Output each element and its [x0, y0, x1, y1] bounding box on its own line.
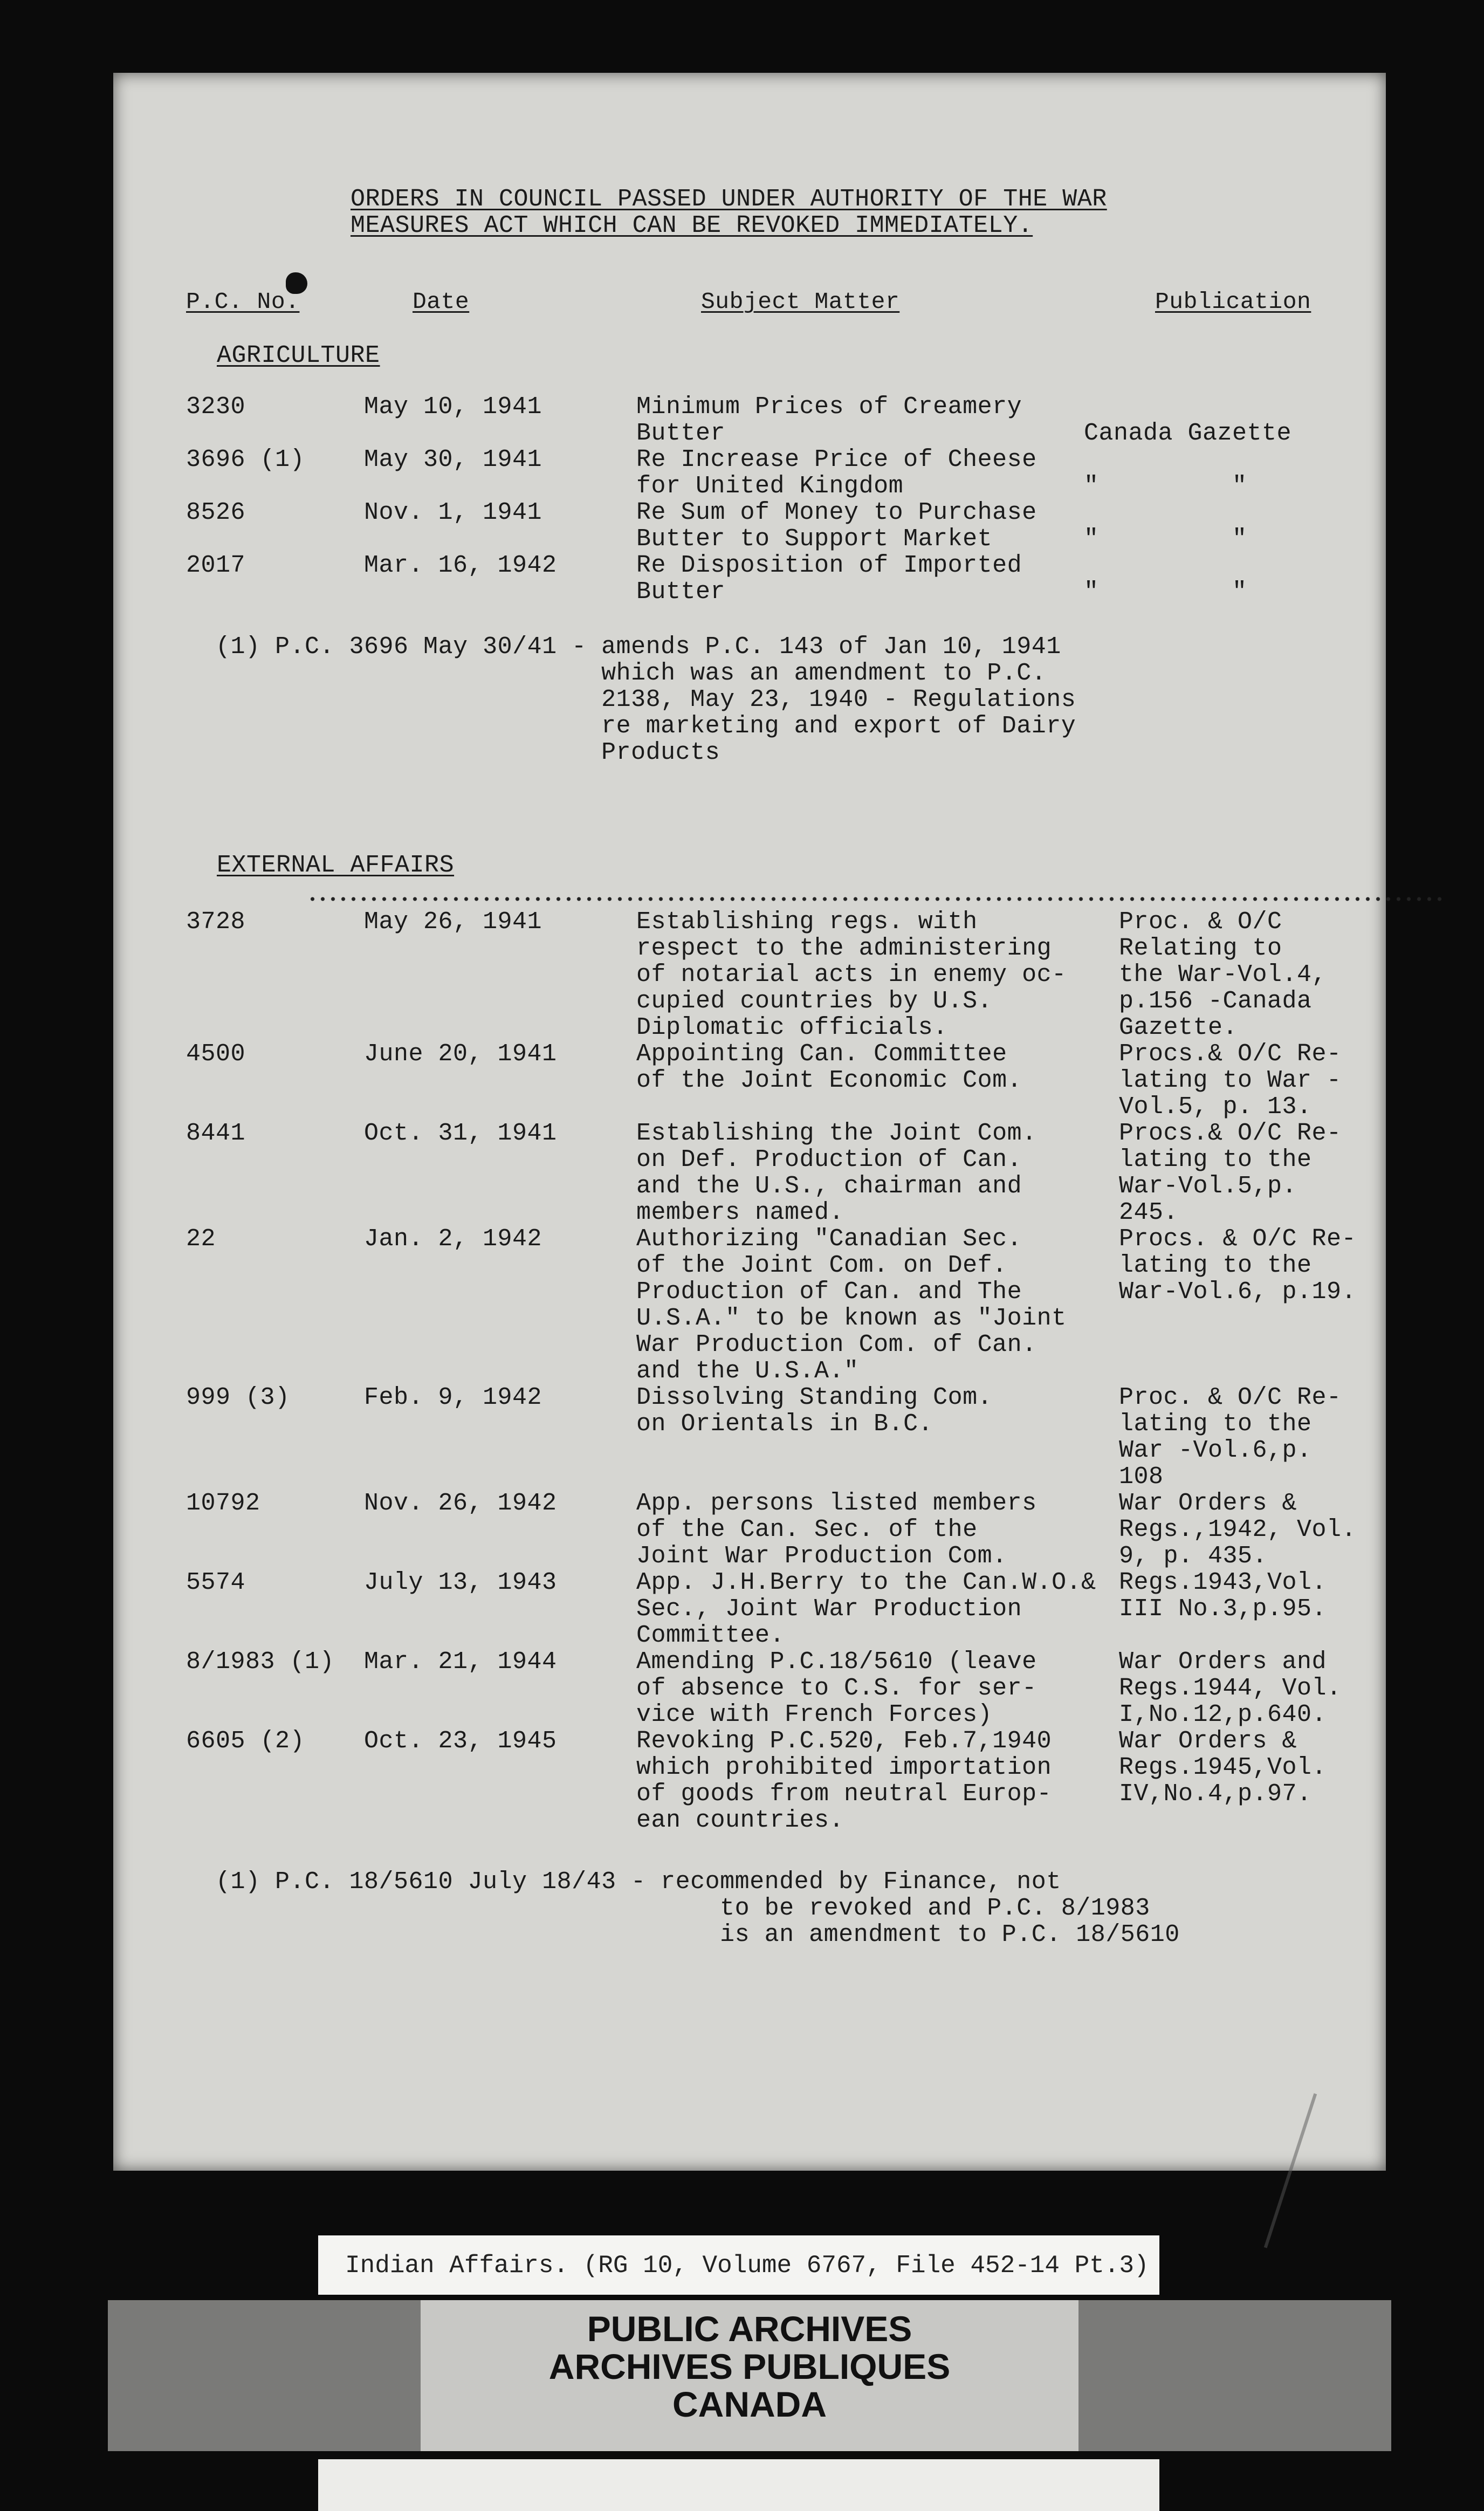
- row-subject-line: members named.: [636, 1199, 844, 1226]
- row-subject-line: vice with French Forces): [636, 1701, 993, 1728]
- row-publication-line: War-Vol.5,p.: [1119, 1172, 1297, 1200]
- row-publication-line: IV,No.4,p.97.: [1119, 1780, 1312, 1808]
- row-publication-line: War-Vol.6, p.19.: [1119, 1278, 1357, 1306]
- row-subject-line: Butter: [636, 578, 726, 606]
- row-publication-line: War Orders and: [1119, 1648, 1327, 1676]
- row-publication-line: Regs.1943,Vol.: [1119, 1569, 1327, 1596]
- row-publication-line: Regs.,1942, Vol.: [1119, 1516, 1357, 1543]
- row-publication-line: War Orders &: [1119, 1490, 1297, 1517]
- section-external-affairs: EXTERNAL AFFAIRS: [217, 852, 455, 879]
- row-subject-line: Production of Can. and The: [636, 1278, 1022, 1306]
- row-subject-line: and the U.S., chairman and: [636, 1172, 1022, 1200]
- row-pc-number: 10792: [186, 1490, 260, 1517]
- row-publication-line: " ": [1084, 578, 1247, 606]
- row-publication-line: 9, p. 435.: [1119, 1542, 1268, 1570]
- row-subject-line: Revoking P.C.520, Feb.7,1940: [636, 1727, 1052, 1755]
- document-page: [113, 73, 1386, 2171]
- row-subject-line: of the Can. Sec. of the: [636, 1516, 978, 1543]
- row-subject-line: which prohibited importation: [636, 1754, 1052, 1781]
- row-pc-number: 6605 (2): [186, 1727, 305, 1755]
- row-pc-number: 8526: [186, 499, 246, 526]
- row-pc-number: 2017: [186, 552, 246, 579]
- row-publication-line: Proc. & O/C Re-: [1119, 1384, 1342, 1411]
- archive-label: [318, 2235, 1159, 2295]
- row-subject-line: Committee.: [636, 1622, 785, 1649]
- row-subject-line: Joint War Production Com.: [636, 1542, 1007, 1570]
- row-publication-line: Procs. & O/C Re-: [1119, 1225, 1357, 1253]
- col-pc-no: P.C. No.: [186, 289, 300, 315]
- row-publication-line: lating to War -: [1119, 1067, 1342, 1094]
- archive-reference: Indian Affairs. (RG 10, Volume 6767, File 452-14 Pt.3): [345, 2252, 1149, 2280]
- row-date: Nov. 26, 1942: [364, 1490, 557, 1517]
- row-subject-line: on Orientals in B.C.: [636, 1410, 933, 1438]
- row-publication-line: 108: [1119, 1463, 1164, 1491]
- stamp-line-3: CANADA: [672, 2384, 827, 2424]
- row-pc-number: 22: [186, 1225, 216, 1253]
- row-publication-line: Proc. & O/C: [1119, 908, 1282, 936]
- row-date: June 20, 1941: [364, 1040, 557, 1068]
- footnote-line: is an amendment to P.C. 18/5610: [216, 1921, 1180, 1949]
- row-subject-line: respect to the administering: [636, 935, 1052, 962]
- row-pc-number: 4500: [186, 1040, 246, 1068]
- row-subject-line: Butter: [636, 420, 726, 447]
- row-subject-line: App. J.H.Berry to the Can.W.O.&: [636, 1569, 1096, 1596]
- lower-label: [318, 2459, 1159, 2511]
- row-subject-line: Establishing the Joint Com.: [636, 1120, 1037, 1147]
- row-subject-line: Re Sum of Money to Purchase: [636, 499, 1037, 526]
- row-publication-line: War Orders &: [1119, 1727, 1297, 1755]
- row-publication-line: Relating to: [1119, 935, 1282, 962]
- archives-stamp: [421, 2300, 1078, 2451]
- stamp-line-2: ARCHIVES PUBLIQUES: [548, 2347, 951, 2386]
- row-subject-line: on Def. Production of Can.: [636, 1146, 1022, 1174]
- row-subject-line: Authorizing "Canadian Sec.: [636, 1225, 1022, 1253]
- stamp-line-1: PUBLIC ARCHIVES: [587, 2309, 912, 2349]
- row-subject-line: Amending P.C.18/5610 (leave: [636, 1648, 1037, 1676]
- row-date: Jan. 2, 1942: [364, 1225, 542, 1253]
- col-publication: Publication: [1155, 289, 1311, 315]
- row-publication-line: lating to the: [1119, 1252, 1312, 1279]
- row-pc-number: 3696 (1): [186, 446, 305, 474]
- row-subject-line: cupied countries by U.S.: [636, 987, 993, 1015]
- row-pc-number: 3230: [186, 393, 246, 421]
- row-subject-line: App. persons listed members: [636, 1490, 1037, 1517]
- row-date: Mar. 16, 1942: [364, 552, 557, 579]
- row-date: Oct. 23, 1945: [364, 1727, 557, 1755]
- row-subject-line: Butter to Support Market: [636, 525, 993, 553]
- row-date: May 30, 1941: [364, 446, 542, 474]
- row-subject-line: Diplomatic officials.: [636, 1014, 948, 1041]
- row-date: Nov. 1, 1941: [364, 499, 542, 526]
- row-publication-line: " ": [1084, 525, 1247, 553]
- footnote-line: re marketing and export of Dairy: [216, 712, 1076, 740]
- row-subject-line: Re Increase Price of Cheese: [636, 446, 1037, 474]
- row-publication-line: p.156 -Canada: [1119, 987, 1312, 1015]
- row-subject-line: of notarial acts in enemy oc-: [636, 961, 1067, 989]
- row-pc-number: 8441: [186, 1120, 246, 1147]
- row-publication-line: III No.3,p.95.: [1119, 1595, 1327, 1623]
- row-date: May 10, 1941: [364, 393, 542, 421]
- row-publication-line: I,No.12,p.640.: [1119, 1701, 1327, 1728]
- row-pc-number: 999 (3): [186, 1384, 290, 1411]
- row-publication-line: the War-Vol.4,: [1119, 961, 1327, 989]
- footnote-line: which was an amendment to P.C.: [216, 660, 1047, 687]
- title-line-2: MEASURES ACT WHICH CAN BE REVOKED IMMEDIATELY.: [351, 212, 1033, 239]
- row-subject-line: Minimum Prices of Creamery: [636, 393, 1022, 421]
- row-publication-line: Procs.& O/C Re-: [1119, 1120, 1342, 1147]
- row-subject-line: of absence to C.S. for ser-: [636, 1675, 1037, 1702]
- row-subject-line: U.S.A." to be known as "Joint: [636, 1305, 1067, 1332]
- dotted-divider: [307, 897, 1445, 901]
- row-date: Feb. 9, 1942: [364, 1384, 542, 1411]
- footnote-line: (1) P.C. 18/5610 July 18/43 - recommended by Finance, not: [216, 1868, 1061, 1896]
- row-subject-line: of goods from neutral Europ-: [636, 1780, 1052, 1808]
- footnote-line: Products: [216, 739, 720, 766]
- row-publication-line: " ": [1084, 472, 1247, 500]
- row-publication-line: Gazette.: [1119, 1014, 1238, 1041]
- row-subject-line: and the U.S.A.": [636, 1357, 859, 1385]
- row-pc-number: 3728: [186, 908, 246, 936]
- footnote-line: to be revoked and P.C. 8/1983: [216, 1895, 1150, 1922]
- row-publication-line: lating to the: [1119, 1410, 1312, 1438]
- row-publication-line: Procs.& O/C Re-: [1119, 1040, 1342, 1068]
- row-subject-line: of the Joint Com. on Def.: [636, 1252, 1007, 1279]
- row-subject-line: Sec., Joint War Production: [636, 1595, 1022, 1623]
- row-subject-line: Establishing regs. with: [636, 908, 978, 936]
- row-publication-line: War -Vol.6,p.: [1119, 1437, 1312, 1464]
- footnote-line: 2138, May 23, 1940 - Regulations: [216, 686, 1076, 713]
- row-subject-line: ean countries.: [636, 1807, 844, 1834]
- row-subject-line: of the Joint Economic Com.: [636, 1067, 1022, 1094]
- row-subject-line: War Production Com. of Can.: [636, 1331, 1037, 1359]
- col-date: Date: [413, 289, 470, 315]
- row-publication-line: Regs.1944, Vol.: [1119, 1675, 1342, 1702]
- row-publication-line: lating to the: [1119, 1146, 1312, 1174]
- row-subject-line: Appointing Can. Committee: [636, 1040, 1007, 1068]
- row-date: Mar. 21, 1944: [364, 1648, 557, 1676]
- row-publication-line: Vol.5, p. 13.: [1119, 1093, 1312, 1121]
- row-publication-line: Canada Gazette: [1084, 420, 1292, 447]
- row-pc-number: 5574: [186, 1569, 246, 1596]
- row-date: Oct. 31, 1941: [364, 1120, 557, 1147]
- row-date: May 26, 1941: [364, 908, 542, 936]
- section-agriculture: AGRICULTURE: [217, 342, 380, 369]
- row-subject-line: Re Disposition of Imported: [636, 552, 1022, 579]
- title-line-1: ORDERS IN COUNCIL PASSED UNDER AUTHORITY OF THE WAR: [351, 186, 1107, 213]
- col-subject: Subject Matter: [701, 289, 900, 315]
- row-date: July 13, 1943: [364, 1569, 557, 1596]
- row-publication-line: Regs.1945,Vol.: [1119, 1754, 1327, 1781]
- row-subject-line: Dissolving Standing Com.: [636, 1384, 993, 1411]
- row-publication-line: 245.: [1119, 1199, 1179, 1226]
- paper-crease: [1264, 2093, 1317, 2248]
- footnote-line: (1) P.C. 3696 May 30/41 - amends P.C. 143 of Jan 10, 1941: [216, 633, 1061, 661]
- row-pc-number: 8/1983 (1): [186, 1648, 335, 1676]
- row-subject-line: for United Kingdom: [636, 472, 904, 500]
